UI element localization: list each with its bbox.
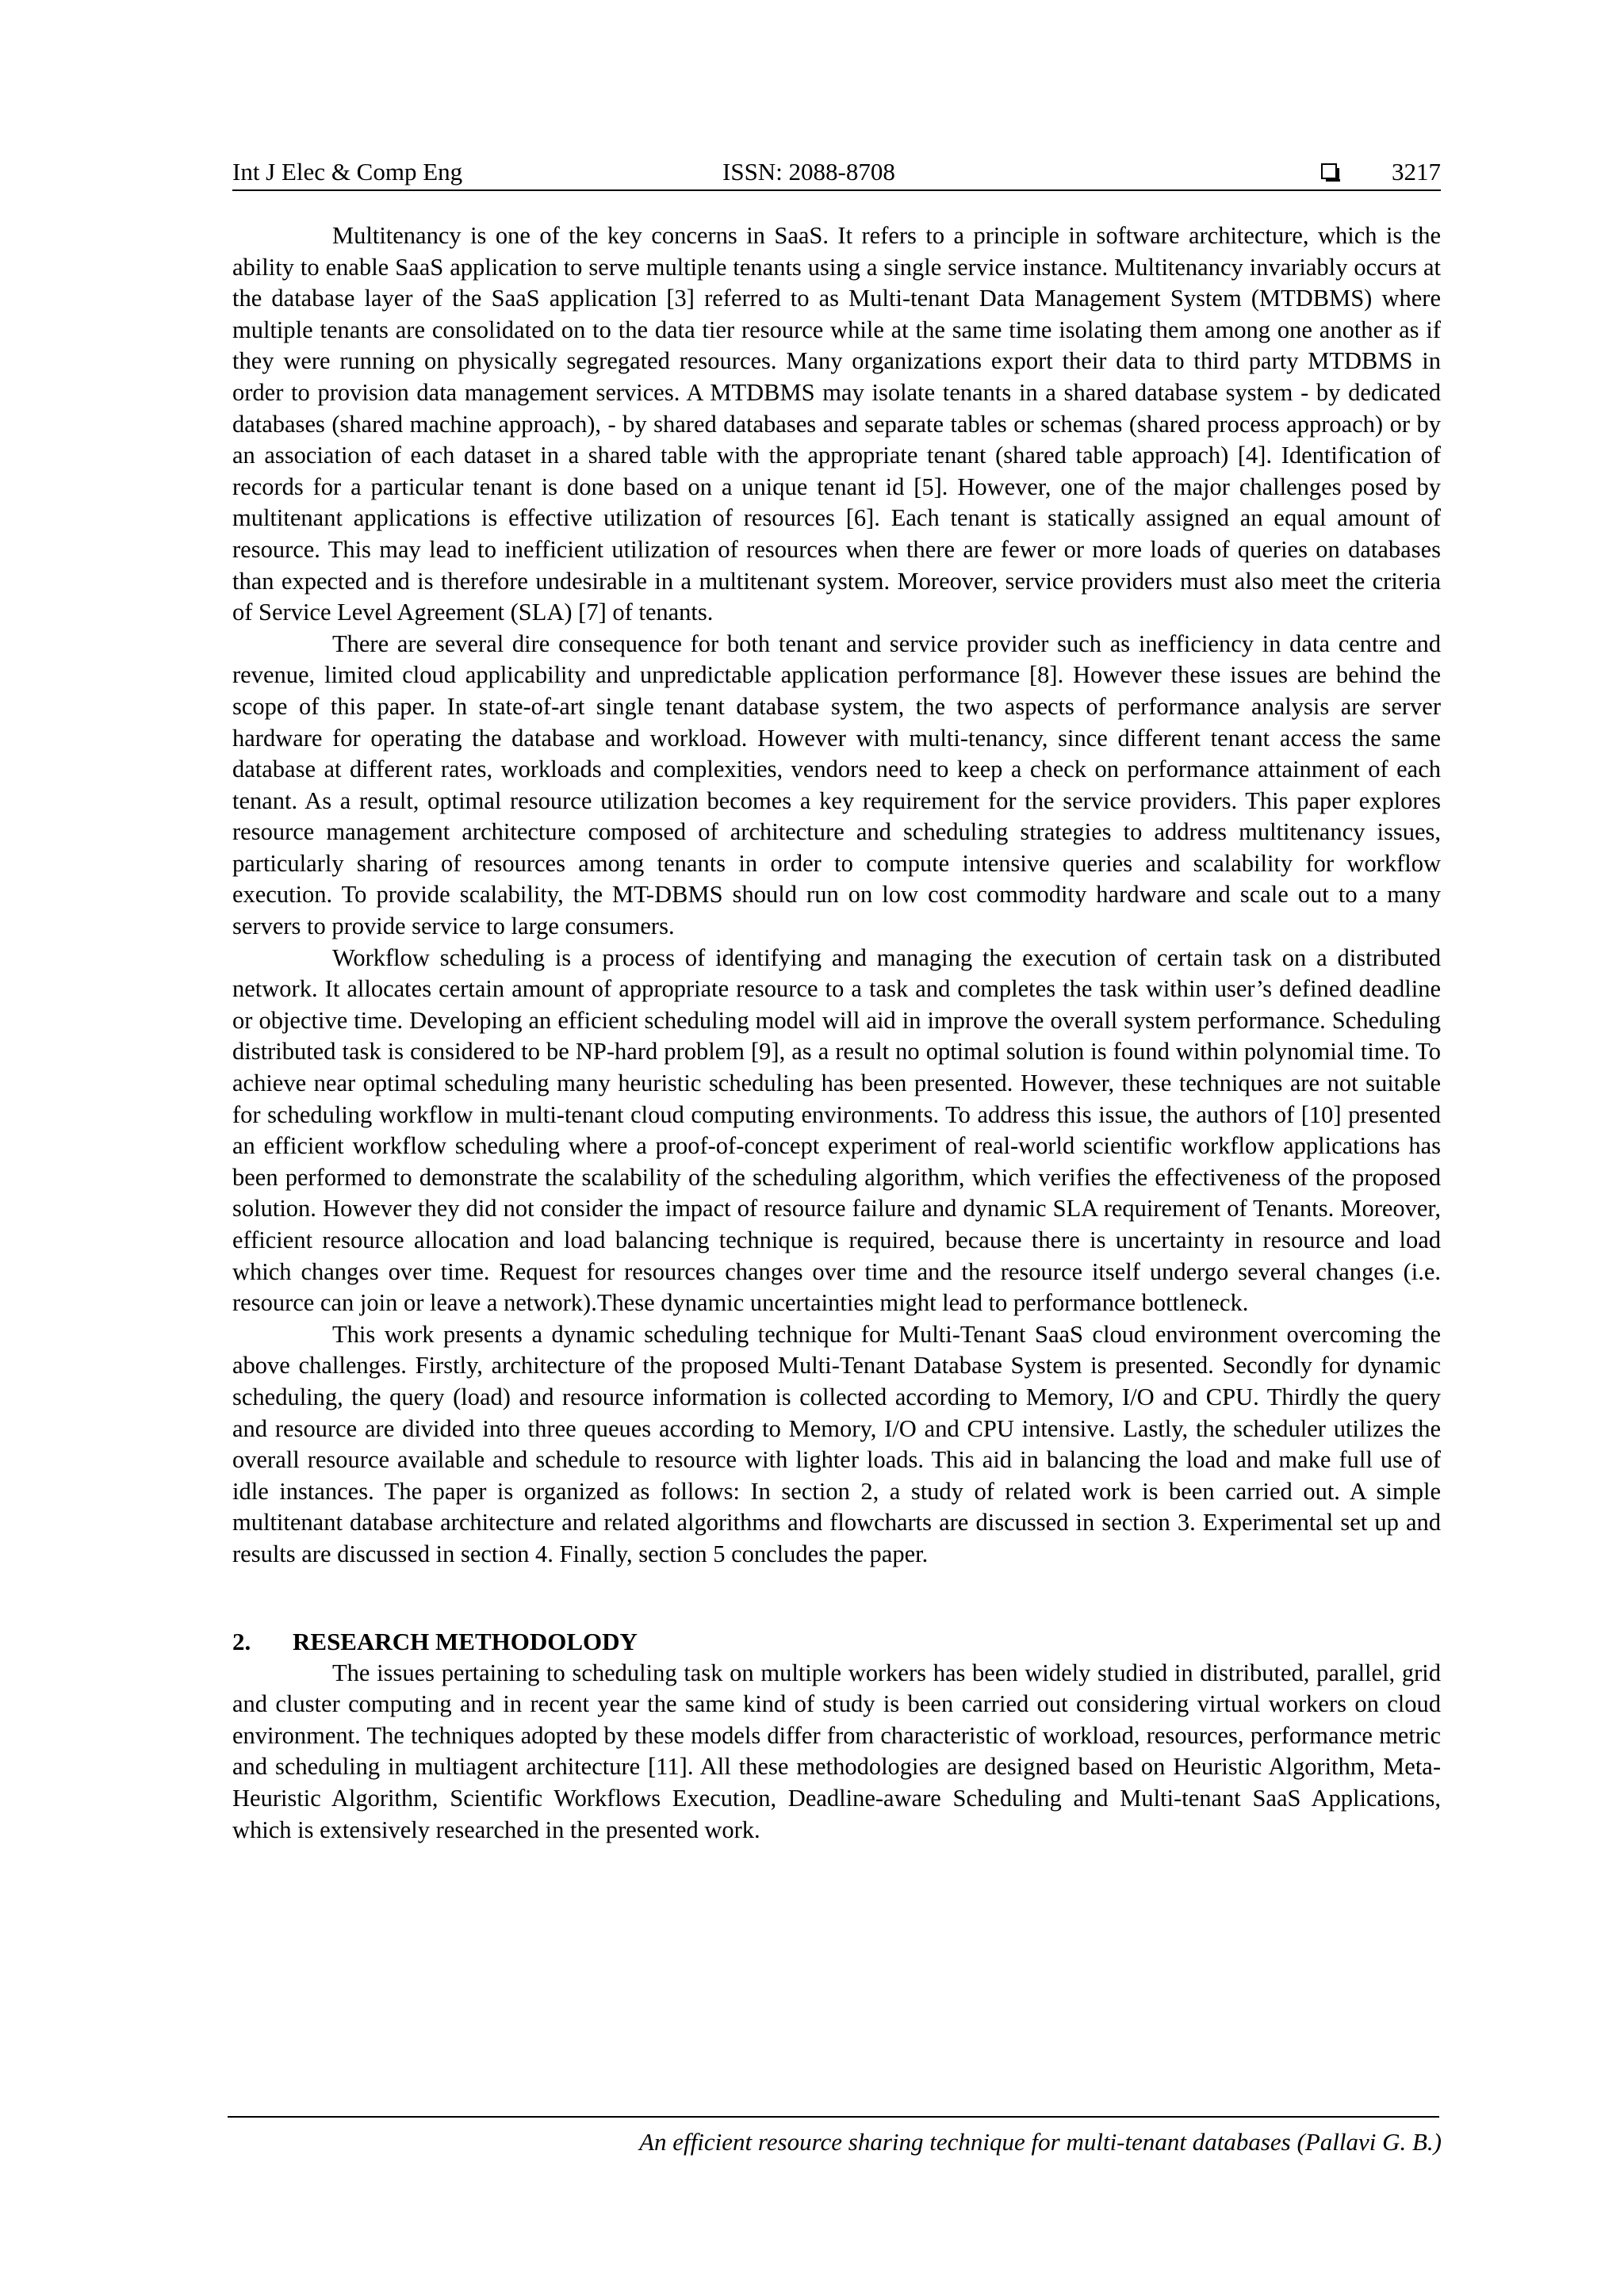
section-heading (232, 1626, 1441, 1658)
journal-name: Int J Elec & Comp Eng (232, 158, 463, 186)
paragraph-research-methodology: The issues pertaining to scheduling task on multiple workers has been widely studied in distributed, parallel, grid and cluster computing and in recent year the same kind of study is been carried out considering virtual workers on cloud environment. The techniques adopted by these models differ from characteristic of workload, resources, performance metric and scheduling in multiagent architecture [11]. All these methodologies are designed based on Heuristic Algorithm, Meta-Heuristic Algorithm, Scientific Workflows Execution, Deadline-aware Scheduling and Multi-tenant SaaS Applications, which is extensively researched in the presented work. (232, 1659, 1441, 1843)
paragraph-this-work: This work presents a dynamic scheduling technique for Multi-Tenant SaaS cloud environment overcoming the above challenges. Firstly, architecture of the proposed Multi-Tenant Database System is presented. Secondly for dynamic scheduling, the query (load) and resource information is collected according to Memory, I/O and CPU. Thirdly the query and resource are divided into three queues according to Memory, I/O and CPU intensive. Lastly, the scheduler utilizes the overall resource available and schedule to resource with lighter loads. This aid in balancing the load and make full use of idle instances. The paper is organized as follows: In section 2, a study of related work is been carried out. A simple multitenant database architecture and related algorithms and flowcharts are discussed in section 3. Experimental set up and results are discussed in section 4. Finally, section 5 concludes the paper. (232, 1320, 1441, 1567)
paragraph-consequences: There are several dire consequence for both tenant and service provider such as inefficiency in data centre and revenue, limited cloud applicability and unpredictable application performance [8]. However these issues are behind the scope of this paper. In state-of-art single tenant database system, the two aspects of performance analysis are server hardware for operating the database and workload. However with multi-tenancy, since different tenant access the same database at different rates, workloads and complexities, vendors need to keep a check on performance attainment of each tenant. As a result, optimal resource utilization becomes a key requirement for the service providers. This paper explores resource management architecture composed of architecture and scheduling strategies to address multitenancy issues, particularly sharing of resources among tenants in order to compute intensive queries and scalability for workflow execution. To provide scalability, the MT-DBMS should run on low cost commodity hardware and scale out to a many servers to provide service to large consumers. (232, 629, 1441, 940)
section-title: RESEARCH METHODOLODY (293, 1627, 638, 1655)
footer-divider (228, 2116, 1439, 2118)
running-footer: An efficient resource sharing technique for multi-tenant databases (Pallavi G. B.) (639, 2128, 1442, 2156)
page-number: 3217 (1392, 158, 1441, 186)
box-icon (1321, 163, 1337, 179)
section-number: 2. (232, 1627, 251, 1655)
paragraph-multitenancy: Multitenancy is one of the key concerns in SaaS. It refers to a principle in software architecture, which is the ability to enable SaaS application to serve multiple tenants using a single service instance. Multitenancy invariably occurs at the database layer of the SaaS application [3] referred to as Multi-tenant Data Management System (MTDBMS) where multiple tenants are consolidated on to the data tier resource while at the same time isolating them among one another as if they were running on physically segregated resources. Many organizations export their data to third party MTDBMS in order to provision data management services. A MTDBMS may isolate tenants in a shared database system - by dedicated databases (shared machine approach), - by shared databases and separate tables or schemas (shared process approach) or by an association of each dataset in a shared table with the appropriate tenant (shared table approach) [4]. Identification of records for a particular tenant is done based on a unique tenant id [5]. However, one of the major challenges posed by multitenant applications is effective utilization of resources [6]. Each tenant is statically assigned an equal amount of resource. This may lead to inefficient utilization of resources when there are fewer or more loads of queries on databases than expected and is therefore undesirable in a multitenant system. Moreover, service providers must also meet the criteria of Service Level Agreement (SLA) [7] of tenants. (232, 222, 1441, 626)
running-header (232, 155, 1441, 191)
paragraph-workflow-scheduling: Workflow scheduling is a process of identifying and managing the execution of certain task on a distributed network. It allocates certain amount of appropriate resource to a task and completes the task within user’s defined deadline or objective time. Developing an efficient scheduling model will aid in improve the overall system performance. Scheduling distributed task is considered to be NP-hard problem [9], as a result no optimal solution is found within polynomial time. To achieve near optimal scheduling many heuristic scheduling has been presented. However, these techniques are not suitable for scheduling workflow in multi-tenant cloud computing environments. To address this issue, the authors of [10] presented an efficient workflow scheduling where a proof-of-concept experiment of real-world scientific workflow applications has been performed to demonstrate the scalability of the scheduling algorithm, which verifies the effectiveness of the proposed solution. However they did not consider the impact of resource failure and dynamic SLA requirement of Tenants. Moreover, efficient resource allocation and load balancing technique is required, because there is uncertainty in resource and load which changes over time. Request for resources changes over time and the resource itself undergo several changes (i.e. resource can join or leave a network).These dynamic uncertainties might lead to performance bottleneck. (232, 943, 1441, 1317)
issn: ISSN: 2088-8708 (722, 158, 895, 186)
body-text (232, 220, 1441, 1846)
